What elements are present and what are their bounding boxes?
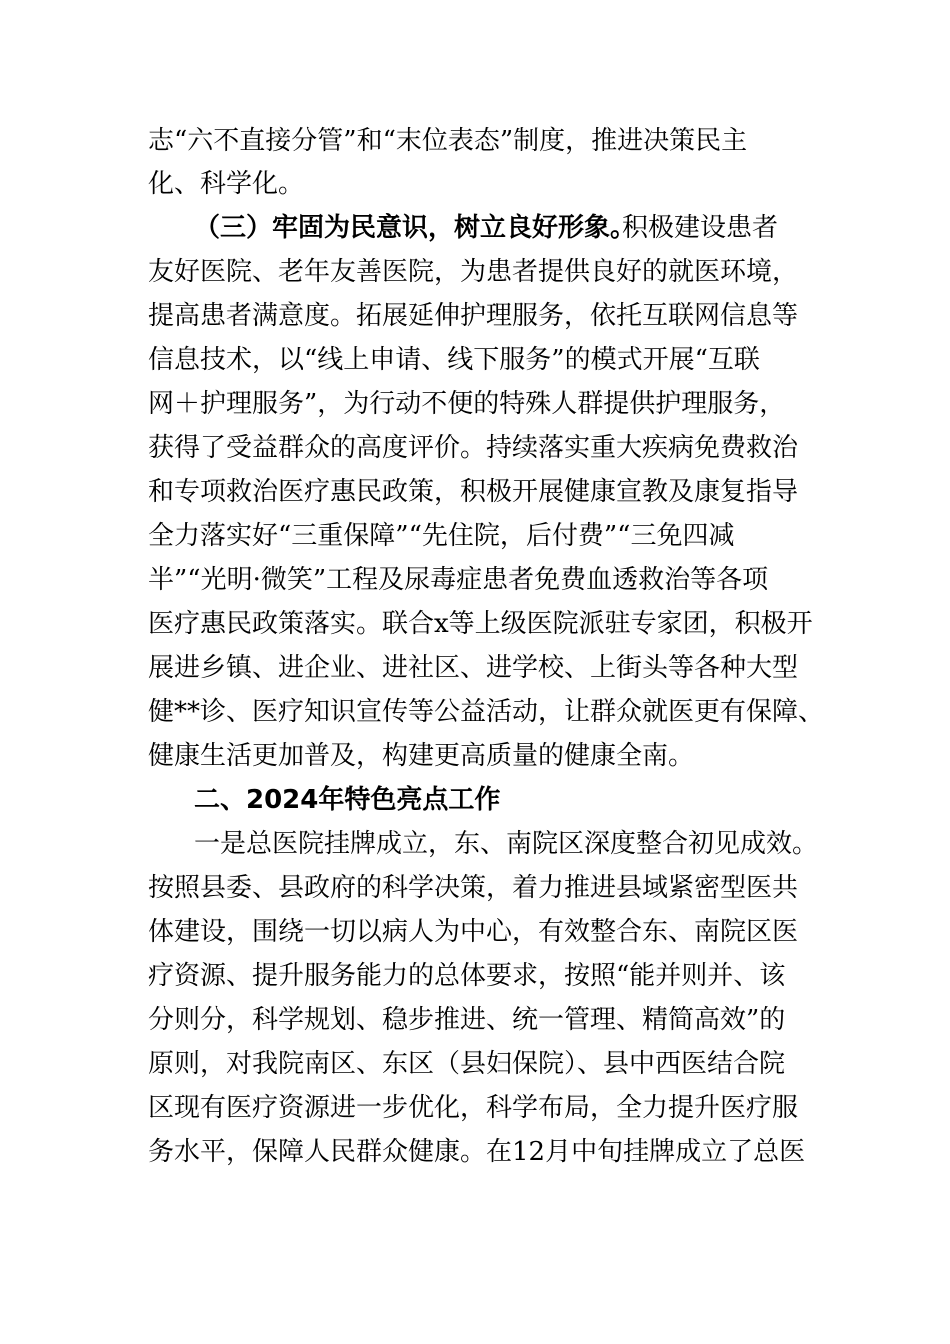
text-line: 提高患者满意度。拓展延伸护理服务，依托互联网信息等 xyxy=(148,301,799,331)
text-line: 化、科学化。 xyxy=(148,169,305,199)
text-line: 区现有医疗资源进一步优化，科学布局，全力提升医疗服 xyxy=(148,1093,799,1123)
subsection-heading: （三）牢固为民意识，树立良好形象。 xyxy=(194,213,637,243)
text-line: 获得了受益群众的高度评价。持续落实重大疾病免费救治 xyxy=(148,433,799,463)
text-line: 友好医院、老年友善医院，为患者提供良好的就医环境， xyxy=(148,257,799,287)
text-line: 分则分，科学规划、稳步推进、统一管理、精简高效”的 xyxy=(148,1005,786,1035)
text-line: 全力落实好“三重保障”“先住院，后付费”“三免四减 xyxy=(148,521,735,551)
text-line: 疗资源、提升服务能力的总体要求，按照“能并则并、该 xyxy=(148,961,786,991)
text-line: 健康生活更加普及，构建更高质量的健康全南。 xyxy=(148,741,695,771)
text-line: 半”“光明·微笑”工程及尿毒症患者免费血透救治等各项 xyxy=(148,565,769,595)
text-line: 和专项救治医疗惠民政策，积极开展健康宣教及康复指导 xyxy=(148,477,799,507)
text-line: 展进乡镇、进企业、进社区、进学校、上街头等各种大型 xyxy=(148,653,799,683)
text-line: 医疗惠民政策落实。联合x等上级医院派驻专家团，积极开 xyxy=(148,609,813,639)
text-line: 按照县委、县政府的科学决策，着力推进县域紧密型医共 xyxy=(148,873,799,903)
section-heading: 二、2024年特色亮点工作 xyxy=(194,785,501,815)
text-line: 体建设，围绕一切以病人为中心，有效整合东、南院区医 xyxy=(148,917,799,947)
text-line: 原则，对我院南区、东区（县妇保院）、县中西医结合院 xyxy=(148,1049,786,1079)
text-line: 积极建设患者 xyxy=(622,213,779,243)
text-line: 健**诊、医疗知识宣传等公益活动，让群众就医更有保障、 xyxy=(148,697,825,727)
text-line: 志“六不直接分管”和“末位表态”制度，推进决策民主 xyxy=(148,126,748,156)
text-line: 网＋护理服务”，为行动不便的特殊人群提供护理服务， xyxy=(148,389,786,419)
text-line: 信息技术，以“线上申请、线下服务”的模式开展“互联 xyxy=(148,345,760,375)
text-line: 务水平，保障人民群众健康。在12月中旬挂牌成立了总医 xyxy=(148,1137,806,1167)
text-line: 一是总医院挂牌成立，东、南院区深度整合初见成效。 xyxy=(194,829,819,859)
